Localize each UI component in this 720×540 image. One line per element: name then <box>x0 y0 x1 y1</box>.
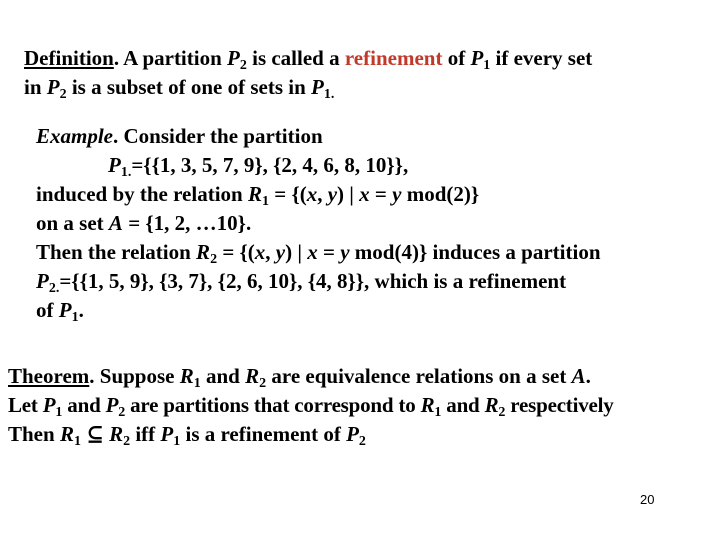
definition-line-2: in $P_2$ is a subset of one of sets in $P_{1.}$ <box>24 75 335 102</box>
example-label: Example <box>36 124 113 148</box>
theorem-line-3: Then $R_1$ ⊆ $R_2$ iff $P_1$ is a refinement of $P_2$ <box>8 422 366 449</box>
example-line-6: $P_{2.}=\{\{1$, 5, 9}, {3, 7}, {2, 6, 10}, {4, 8}}, which is a refinement <box>36 269 567 296</box>
page-number: 20 <box>640 492 655 507</box>
refinement-term: refinement <box>344 46 443 70</box>
theorem-line-1: Theorem. Suppose $R_1$ and $R_2$ are equivalence relations on a set A. <box>8 364 591 391</box>
example-line-5: Then the relation $R_2 = \{(x$, y) | x = y mod(4)} induces a partition <box>36 240 601 267</box>
theorem-line-2: Let $P_1$ and $P_2$ are partitions that correspond to $R_1$ and $R_2$ respectively <box>8 393 614 420</box>
theorem-heading: Theorem <box>8 364 90 388</box>
example-line-2: $P_{1.}=\{\{1$, 3, 5, 7, 9}, {2, 4, 6, 8, 10}}, <box>108 153 409 180</box>
example-line-1: Example. Consider the partition <box>36 124 323 148</box>
definition-heading: Definition <box>24 46 114 70</box>
subset-symbol: ⊆ <box>86 422 104 446</box>
example-line-4: on a set A = {1, 2, …10}. <box>36 211 252 235</box>
example-line-7: of $P_1$. <box>36 298 84 325</box>
example-line-3: induced by the relation $R_1 = \{(x$, y) | x = y mod(2)} <box>36 182 480 209</box>
definition-line-1: Definition. A partition $P_2$ is called a refinement of $P_1$ if every set <box>24 46 593 73</box>
